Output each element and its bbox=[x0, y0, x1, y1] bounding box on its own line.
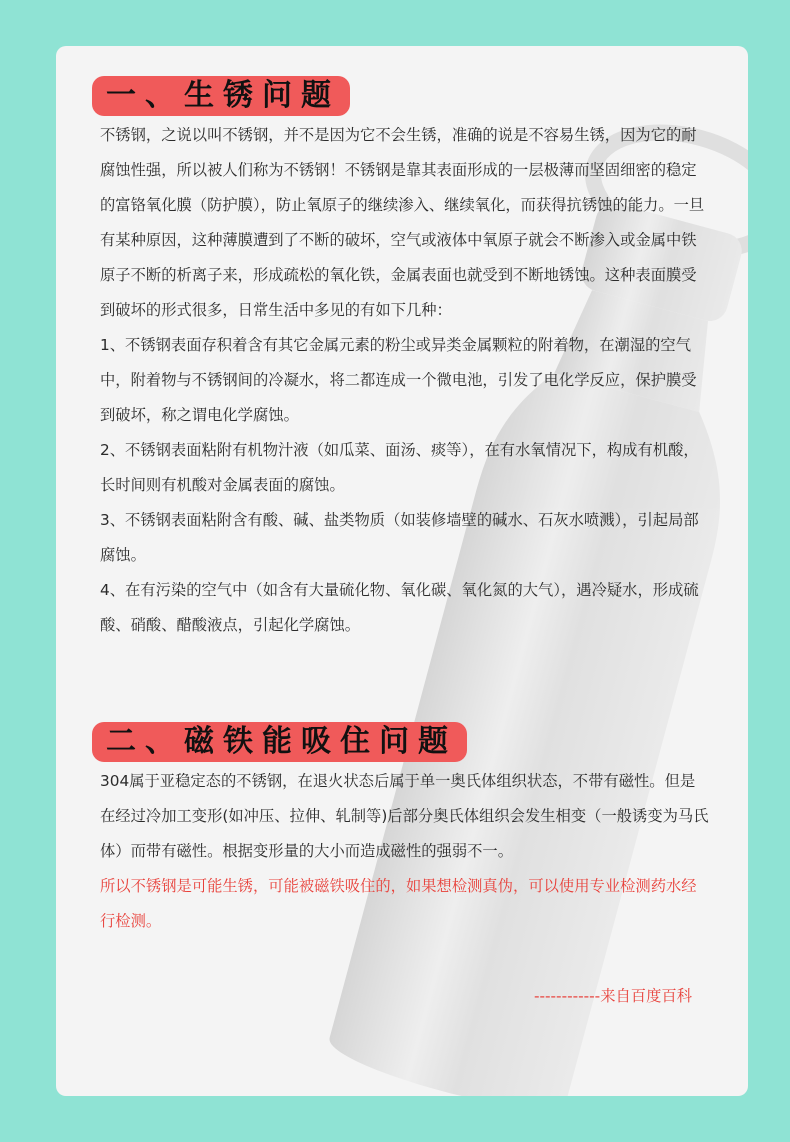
section-magnet-body bbox=[100, 764, 710, 939]
article-content bbox=[56, 46, 748, 1096]
rust-item-4: 4、在有污染的空气中（如含有大量硫化物、氧化碳、氧化氮的大气），遇冷疑水，形成硫酸、硝酸、醋酸液点，引起化学腐蚀。 bbox=[100, 581, 699, 634]
content-card bbox=[56, 46, 748, 1096]
rust-item-1: 1、不锈钢表面存积着含有其它金属元素的粉尘或异类金属颗粒的附着物，在潮湿的空气中，附着物与不锈钢间的冷凝水，将二都连成一个微电池，引发了电化学反应，保护膜受到破坏，称之谓电化学腐蚀。 bbox=[100, 336, 697, 424]
magnet-paragraph: 304属于亚稳定态的不锈钢，在退火状态后属于单一奥氏体组织状态，不带有磁性。但是在经过冷加工变形(如冲压、拉伸、轧制等)后部分奥氏体组织会发生相变（一般诱变为马氏体）而带有磁性。根据变形量的大小而造成磁性的强弱不一。 bbox=[100, 772, 709, 860]
rust-item-2: 2、不锈钢表面粘附有机物汁液（如瓜菜、面汤、痰等），在有水氧情况下，构成有机酸，长时间则有机酸对金属表面的腐蚀。 bbox=[100, 441, 699, 494]
source-attribution: ------------来自百度百科 bbox=[533, 987, 692, 1005]
section-rust-body bbox=[100, 118, 710, 643]
rust-item-3: 3、不锈钢表面粘附含有酸、碱、盐类物质（如装修墙壁的碱水、石灰水喷溅），引起局部腐蚀。 bbox=[100, 511, 699, 564]
section-title-magnet: 二、磁铁能吸住问题 bbox=[92, 722, 467, 762]
rust-intro-paragraph: 不锈钢，之说以叫不锈钢，并不是因为它不会生锈，准确的说是不容易生锈，因为它的耐腐蚀性强，所以被人们称为不锈钢！不锈钢是靠其表面形成的一层极薄而坚固细密的稳定的富铬氧化膜（防护膜），防止氧原子的继续渗入、继续氧化，而获得抗锈蚀的能力。一旦有某种原因，这种薄膜遭到了不断的破坏，空气或液体中氧原子就会不断渗入或金属中铁原子不断的析离子来，形成疏松的氧化铁，金属表面也就受到不断地锈蚀。这种表面膜受到破坏的形式很多，日常生活中多见的有如下几种： bbox=[100, 126, 705, 319]
conclusion-paragraph: 所以不锈钢是可能生锈，可能被磁铁吸住的，如果想检测真伪，可以使用专业检测药水经行检测。 bbox=[100, 877, 697, 930]
section-title-rust: 一、生锈问题 bbox=[92, 76, 350, 116]
